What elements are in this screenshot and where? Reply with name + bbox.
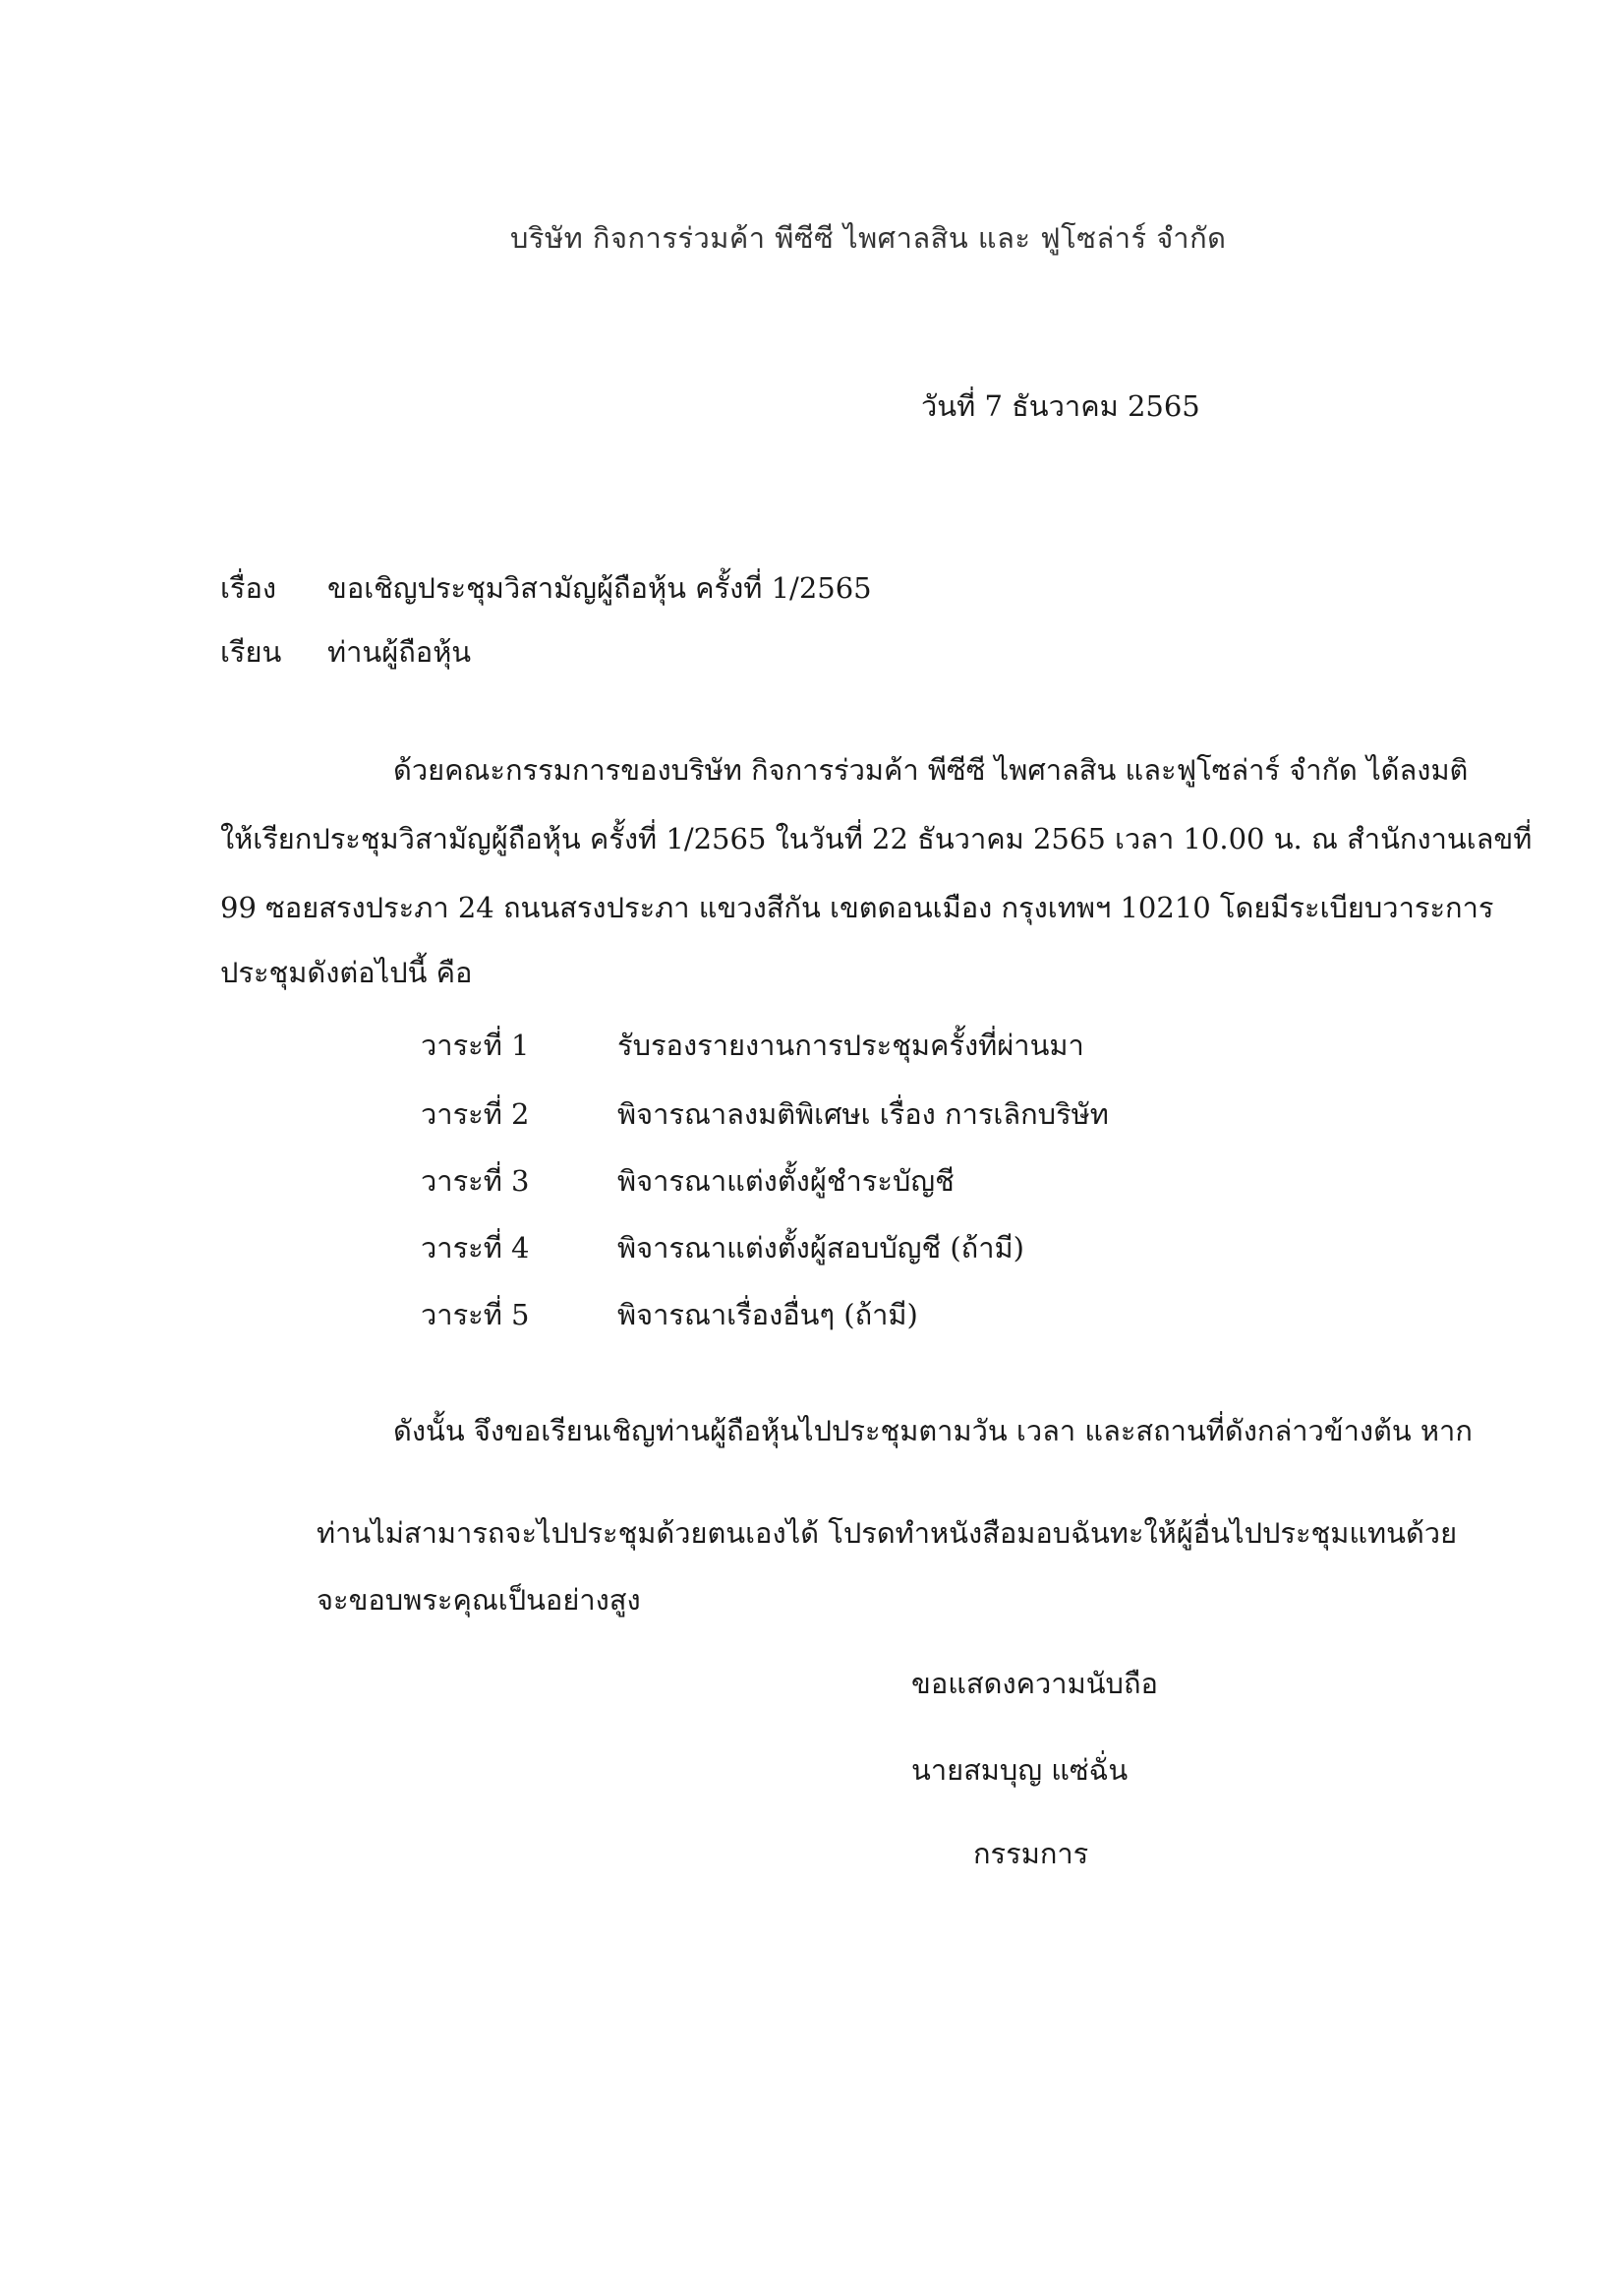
agenda-item-number: วาระที่ 5 <box>421 1298 530 1331</box>
signer-position: กรรมการ <box>973 1837 1089 1870</box>
subject-text: ขอเชิญประชุมวิสามัญผู้ถือหุ้น ครั้งที่ 1/2565 <box>327 571 872 605</box>
agenda-item-text: รับรองรายงานการประชุมครั้งที่ผ่านมา <box>617 1029 1084 1062</box>
recipient-label: เรียน <box>220 635 282 669</box>
agenda-item-number: วาระที่ 4 <box>421 1231 530 1265</box>
agenda-item-number: วาระที่ 1 <box>421 1029 530 1062</box>
agenda-item-text: พิจารณาลงมติพิเศษเ เรื่อง การเลิกบริษัท <box>617 1097 1109 1131</box>
paragraph1-line1: ด้วยคณะกรรมการของบริษัท กิจการร่วมค้า พีซีซี ไพศาลสิน และฟูโซล่าร์ จำกัด ได้ลงมติ <box>393 753 1469 787</box>
paragraph2-line3: จะขอบพระคุณเป็นอย่างสูง <box>317 1583 641 1617</box>
signer-name: นายสมบุญ แซ่ฉั่น <box>911 1753 1129 1787</box>
recipient-text: ท่านผู้ถือหุ้น <box>327 635 472 669</box>
agenda-item-text: พิจารณาแต่งตั้งผู้สอบบัญชี (ถ้ามี) <box>617 1231 1024 1265</box>
agenda-item-number: วาระที่ 2 <box>421 1097 530 1131</box>
agenda-item-text: พิจารณาเรื่องอื่นๆ (ถ้ามี) <box>617 1298 918 1331</box>
paragraph1-line4: ประชุมดังต่อไปนี้ คือ <box>220 956 473 989</box>
agenda-item-text: พิจารณาแต่งตั้งผู้ชำระบัญชี <box>617 1164 955 1198</box>
subject-label: เรื่อง <box>220 571 277 605</box>
letter-date: วันที่ 7 ธันวาคม 2565 <box>921 389 1200 423</box>
closing-salutation: ขอแสดงความนับถือ <box>911 1667 1158 1700</box>
paragraph2-line1: ดังนั้น จึงขอเรียนเชิญท่านผู้ถือหุ้นไปประชุมตามวัน เวลา และสถานที่ดังกล่าวข้างต้น หาก <box>393 1414 1473 1447</box>
paragraph1-line2: ให้เรียกประชุมวิสามัญผู้ถือหุ้น ครั้งที่ 1/2565 ในวันที่ 22 ธันวาคม 2565 เวลา 10.00 น. ณ สำนักงานเลขที่ <box>220 822 1533 855</box>
paragraph2-line2: ท่านไม่สามารถจะไปประชุมด้วยตนเองได้ โปรดทำหนังสือมอบฉันทะให้ผู้อื่นไปประชุมแทนด้วย <box>317 1516 1458 1550</box>
agenda-item-number: วาระที่ 3 <box>421 1164 530 1198</box>
paragraph1-line3: 99 ซอยสรงประภา 24 ถนนสรงประภา แขวงสีกัน เขตดอนเมือง กรุงเทพฯ 10210 โดยมีระเบียบวาระการ <box>220 891 1494 924</box>
company-name: บริษัท กิจการร่วมค้า พีซีซี ไพศาลสิน และ ฟูโซล่าร์ จำกัด <box>510 221 1227 255</box>
